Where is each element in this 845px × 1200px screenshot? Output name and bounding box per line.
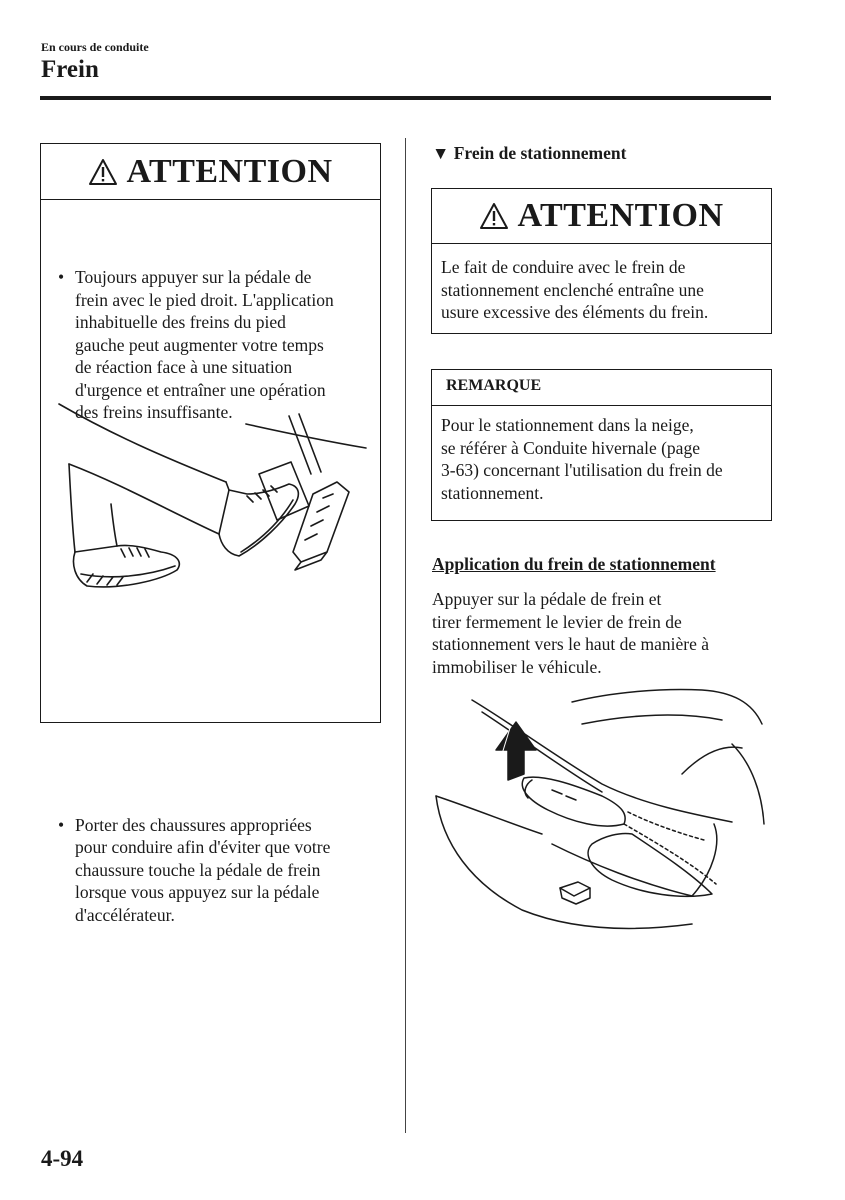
page-number: 4-94: [41, 1146, 84, 1171]
text-line: stationnement vers le haut de manière à: [432, 634, 709, 654]
section-heading-text: Frein de stationnement: [453, 143, 627, 163]
text-line: d'accélérateur.: [75, 904, 175, 925]
warning-title: ATTENTION: [126, 152, 333, 190]
section-label: En cours de conduite: [41, 40, 149, 54]
text-line: Porter des chaussures appropriées: [75, 814, 312, 835]
page-title: Frein: [41, 56, 99, 83]
text-line: Toujours appuyer sur la pédale de: [75, 267, 312, 287]
pedal-illustration: [51, 394, 371, 599]
warning-text: [441, 256, 771, 324]
triangle-marker-icon: ▼: [432, 143, 450, 163]
text-line: stationnement enclenché entraîne une: [441, 279, 704, 300]
warning-bullet-2: [41, 814, 410, 927]
text-line: gauche peut augmenter votre temps: [75, 334, 324, 355]
text-line: Le fait de conduire avec le frein de: [441, 257, 686, 277]
text-line: 3-63) concernant l'utilisation du frein de: [441, 460, 723, 480]
text-line: des freins insuffisante.: [75, 402, 233, 422]
warning-triangle-icon: [479, 202, 509, 230]
text-line: se référer à Conduite hivernale (page: [441, 437, 700, 458]
text-line: d'urgence et entraîner une opération: [75, 379, 326, 400]
left-warning-box: [40, 143, 381, 925]
text-line: chaussure touche la pédale de frein: [75, 859, 321, 880]
text-line: frein avec le pied droit. L'application: [75, 289, 334, 310]
text-line: Appuyer sur la pédale de frein et: [432, 589, 662, 609]
remark-box: [431, 369, 772, 521]
text-line: tirer fermement le levier de frein de: [432, 611, 682, 632]
section-heading: [432, 143, 626, 164]
title-rule: [40, 96, 771, 100]
text-line: de réaction face à une situation: [75, 357, 293, 377]
bullet-dot: •: [58, 814, 65, 835]
text-line: stationnement.: [441, 482, 544, 503]
text-line: usure excessive des éléments du frein.: [441, 302, 709, 322]
remark-text: [432, 406, 771, 504]
right-warning-box: [431, 188, 772, 334]
text-line: immobiliser le véhicule.: [432, 656, 602, 677]
parking-brake-illustration: [432, 684, 777, 934]
warning-title: ATTENTION: [517, 197, 724, 234]
instruction-paragraph: [432, 588, 772, 678]
text-line: Pour le stationnement dans la neige,: [441, 415, 694, 435]
text-line: pour conduire afin d'éviter que votre: [75, 837, 331, 857]
remark-title: REMARQUE: [432, 370, 771, 406]
sub-heading: Application du frein de stationnement: [432, 554, 716, 574]
warning-header: [432, 189, 771, 244]
warning-header: [41, 144, 380, 200]
warning-triangle-icon: [88, 158, 118, 186]
text-line: inhabituelle des freins du pied: [75, 312, 286, 332]
text-line: lorsque vous appuyez sur la pédale: [75, 882, 320, 902]
bullet-dot: •: [58, 267, 65, 287]
